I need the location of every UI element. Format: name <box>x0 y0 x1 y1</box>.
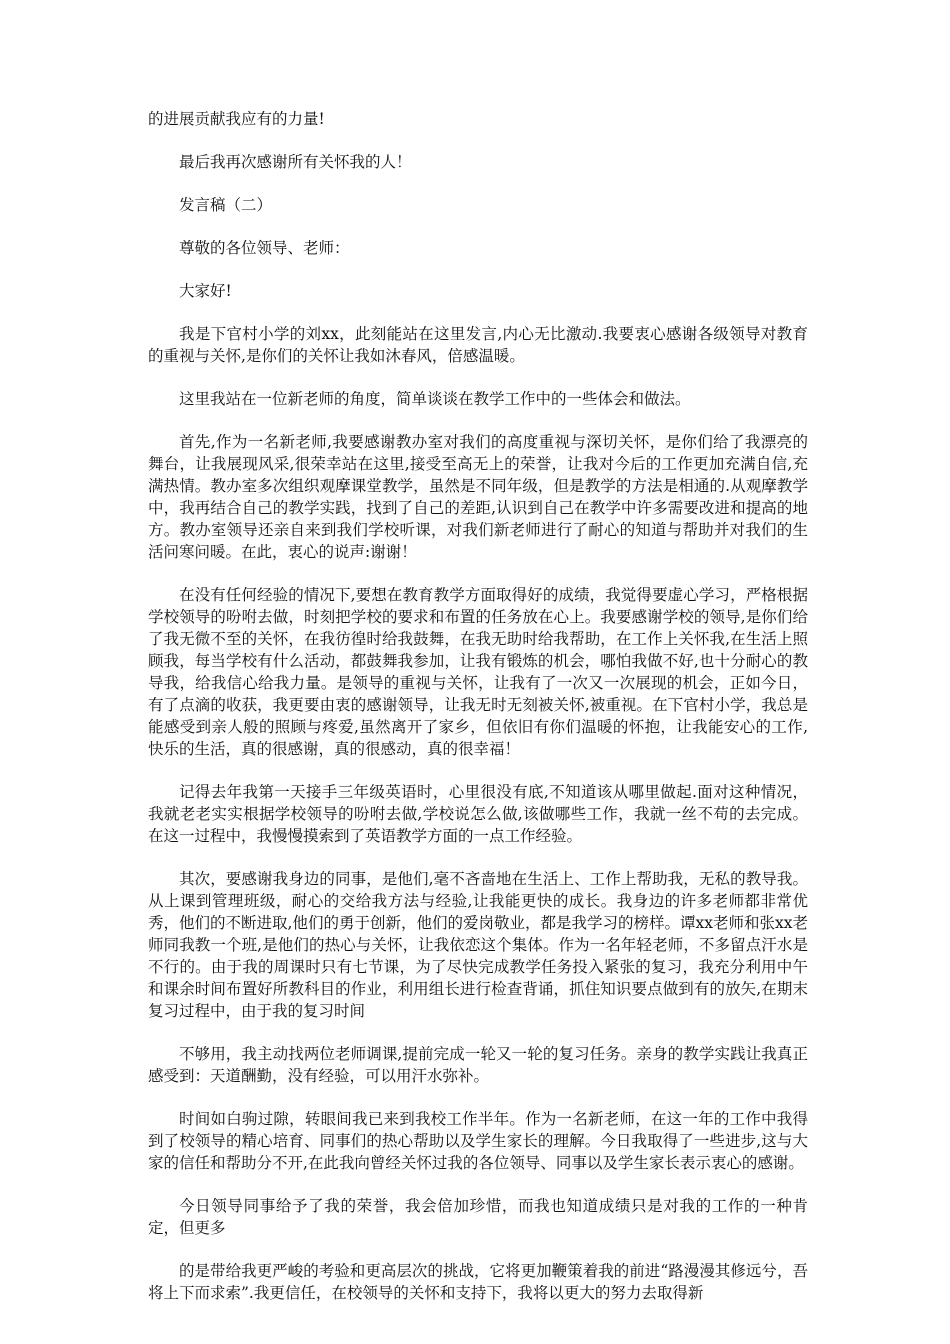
paragraph: 的是带给我更严峻的考验和更高层次的挑战，它将更加鞭策着我的前进“路漫漫其修远兮，吾将上下而求索”.我更信任，在校领导的关怀和支持下，我将以更大的努力去取得新 <box>148 1262 808 1302</box>
paragraph: 记得去年我第一天接手三年级英语时，心里很没有底,不知道该从哪里做起.面对这种情况，我就老老实实根据学校领导的吩咐去做,学校说怎么做,该做哪些工作，我就一丝不苟的去完成。在这一过程中，我慢慢摸索到了英语教学方面的一点工作经验。 <box>148 783 808 845</box>
paragraph: 在没有任何经验的情况下,要想在教育教学方面取得好的成绩，我觉得要虚心学习，严格根据学校领导的吩咐去做，时刻把学校的要求和布置的任务放在心上。我要感谢学校的领导,是你们给了我无微不至的关怀，在我彷徨时给我鼓舞，在我无助时给我帮助，在工作上关怀我,在生活上照顾我，每当学校有什么活动，都鼓舞我参加，让我有锻炼的机会，哪怕我做不好,也十分耐心的教导我，给我信心给我力量。是领导的重视与关怀，让我有了一次又一次展现的机会，正如今日，有了点滴的收获，我更要由衷的感谢领导，让我无时无刻被关怀,被重视。在下官村小学，我总是能感受到亲人般的照顾与疼爱,虽然离开了家乡，但依旧有你们温暖的怀抱，让我能安心的工作,快乐的生活，真的很感谢，真的很感动，真的很幸福！ <box>148 586 808 758</box>
paragraph: 今日领导同事给予了我的荣誉，我会倍加珍惜，而我也知道成绩只是对我的工作的一种肯定，但更多 <box>148 1197 808 1237</box>
salutation: 尊敬的各位领导、老师： <box>179 239 350 257</box>
paragraph: 的进展贡献我应有的力量! <box>148 110 325 128</box>
greeting: 大家好! <box>179 282 232 300</box>
paragraph: 时间如白驹过隙，转眼间我已来到我校工作半年。作为一名新老师，在这一年的工作中我得到了校领导的精心培育、同事们的热心帮助以及学生家长的理解。今日我取得了一些进步,这与大家的信任和帮助分不开,在此我向曾经关怀过我的各位领导、同事以及学生家长表示衷心的感谢。 <box>148 1110 808 1172</box>
document-page <box>148 108 808 1325</box>
paragraph: 首先,作为一名新老师,我要感谢教办室对我们的高度重视与深切关怀，是你们给了我漂亮的舞台，让我展现风采,很荣幸站在这里,接受至高无上的荣誉，让我对今后的工作更加充满自信,充满热情。教办室多次组织观摩课堂教学，虽然是不同年级，但是教学的方法是相通的.从观摩教学中，我再结合自己的教学实践，找到了自己的差距,认识到自己在教学中许多需要改进和提高的地方。教办室领导还亲自来到我们学校听课，对我们新老师进行了耐心的知道与帮助并对我们的生活问寒问暖。在此，衷心的说声:谢谢！ <box>148 433 808 561</box>
paragraph: 我是下官村小学的刘xx，此刻能站在这里发言,内心无比激动.我要衷心感谢各级领导对教育的重视与关怀,是你们的关怀让我如沐春风，倍感温暖。 <box>148 325 808 365</box>
paragraph: 这里我站在一位新老师的角度，简单谈谈在教学工作中的一些体会和做法。 <box>179 390 691 408</box>
paragraph: 最后我再次感谢所有关怀我的人！ <box>179 153 412 171</box>
section-heading: 发言稿（二） <box>179 196 273 214</box>
paragraph: 不够用，我主动找两位老师调课,提前完成一轮又一轮的复习任务。亲身的教学实践让我真正感受到：天道酬勤，没有经验，可以用汗水弥补。 <box>148 1045 808 1085</box>
paragraph: 其次，要感谢我身边的同事，是他们,毫不吝啬地在生活上、工作上帮助我，无私的教导我。从上课到管理班级，耐心的交给我方法与经验,让我能更快的成长。我身边的许多老师都非常优秀，他们的不断进取,他们的勇于创新，他们的爱岗敬业，都是我学习的榜样。谭xx老师和张xx老师同我教一个班,是他们的热心与关怀，让我依恋这个集体。作为一名年轻老师，不多留点汗水是不行的。由于我的周课时只有七节课，为了尽快完成教学任务投入紧张的复习，我充分利用中午和课余时间布置好所教科目的作业，利用组长进行检查背诵，抓住知识要点做到有的放矢,在期末复习过程中，由于我的复习时间 <box>148 870 808 1020</box>
